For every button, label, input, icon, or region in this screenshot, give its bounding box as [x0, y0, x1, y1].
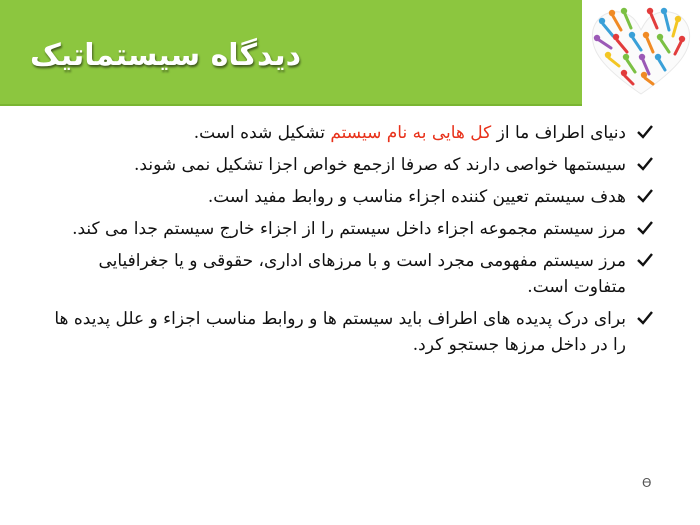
list-item: [52, 152, 654, 178]
item-text: مرز سیستم مفهومی مجرد است و با مرزهای اداری، حقوقی و یا جغرافیایی متفاوت است.: [98, 251, 626, 297]
item-text: مرز سیستم مجموعه اجزاء داخل سیستم را از اجزاء خارج سیستم جدا می کند.: [72, 219, 626, 239]
item-text-end: تشکیل شده است.: [193, 123, 331, 143]
slide-number-mark: ϴ: [642, 476, 652, 490]
item-text: برای درک پدیده های اطراف باید سیستم ها و روابط مناسب اجزاء و علل پدیده ها را در داخل مرزها جستجو کرد.: [54, 309, 626, 355]
list-item: [52, 306, 654, 358]
item-text-start: دنیای اطراف ما از: [491, 123, 626, 143]
bullet-list: [52, 120, 654, 364]
checkmark-icon: [636, 155, 654, 173]
checkmark-icon: [636, 219, 654, 237]
checkmark-icon: [636, 309, 654, 327]
slide-title: دیدگاه سیستماتیک: [30, 38, 301, 73]
list-item: [52, 248, 654, 300]
list-item: [52, 216, 654, 242]
item-highlight: کل هایی به نام سیستم: [330, 123, 492, 143]
checkmark-icon: [636, 123, 654, 141]
title-bar: [0, 0, 582, 106]
checkmark-icon: [636, 187, 654, 205]
list-item: [52, 184, 654, 210]
checkmark-icon: [636, 251, 654, 269]
item-text: سیستمها خواصی دارند که صرفا ازجمع خواص اجزا تشکیل نمی شوند.: [134, 155, 626, 175]
heart-people-logo: [583, 2, 700, 102]
list-item: [52, 120, 654, 146]
item-text: هدف سیستم تعیین کننده اجزاء مناسب و روابط مفید است.: [207, 187, 626, 207]
